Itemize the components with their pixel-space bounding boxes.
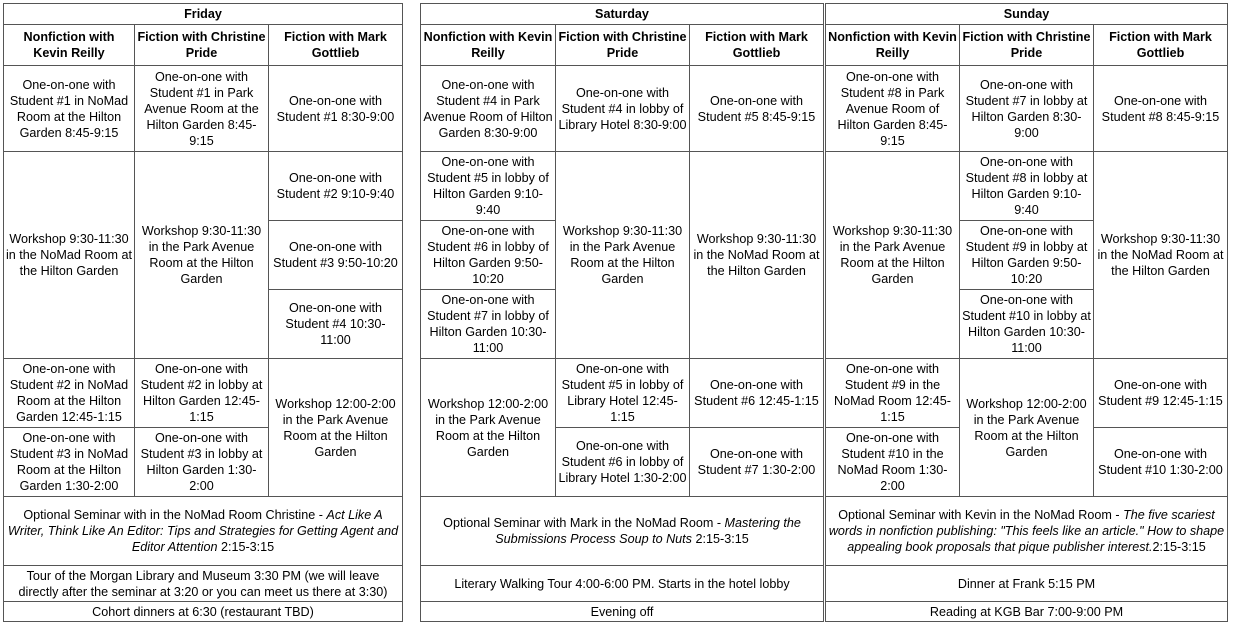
schedule-cell: One-on-one with Student #2 in lobby at Hilton Garden 12:45-1:15 <box>135 359 269 428</box>
schedule-cell: One-on-one with Student #1 in NoMad Room at the Hilton Garden 8:45-9:15 <box>4 66 135 152</box>
schedule-cell: One-on-one with Student #7 1:30-2:00 <box>690 428 824 497</box>
workshop-cell: Workshop 9:30-11:30 in the Park Avenue Room at the Hilton Garden <box>556 152 690 359</box>
friday-table <box>3 3 403 622</box>
seminar-cell <box>826 497 1228 566</box>
workshop-cell: Workshop 9:30-11:30 in the Park Avenue Room at the Hilton Garden <box>135 152 269 359</box>
sunday-schedule <box>825 3 1228 622</box>
workshop-cell: Workshop 12:00-2:00 in the Park Avenue Room at the Hilton Garden <box>421 359 556 497</box>
schedule-cell: One-on-one with Student #6 in lobby of Library Hotel 1:30-2:00 <box>556 428 690 497</box>
column-header-fiction-christine: Fiction with Christine Pride <box>135 25 269 66</box>
seminar-title: Mastering the Submissions Process Soup to Nuts <box>495 516 801 546</box>
saturday-schedule <box>420 3 824 622</box>
seminar-cell <box>4 497 403 566</box>
evening-cell: Reading at KGB Bar 7:00-9:00 PM <box>826 602 1228 622</box>
seminar-time: 2:15-3:15 <box>1152 540 1206 554</box>
column-header-fiction-christine: Fiction with Christine Pride <box>960 25 1094 66</box>
workshop-cell: Workshop 9:30-11:30 in the Park Avenue Room at the Hilton Garden <box>826 152 960 359</box>
schedule-cell: One-on-one with Student #4 10:30-11:00 <box>269 290 403 359</box>
seminar-time: 2:15-3:15 <box>217 540 275 554</box>
schedule-cell: One-on-one with Student #8 in Park Avenue Room of Hilton Garden 8:45-9:15 <box>826 66 960 152</box>
schedule-cell: One-on-one with Student #5 in lobby of Hilton Garden 9:10-9:40 <box>421 152 556 221</box>
schedule-cell: One-on-one with Student #1 8:30-9:00 <box>269 66 403 152</box>
friday-schedule <box>3 3 403 622</box>
schedule-cell: One-on-one with Student #9 in the NoMad Room 12:45-1:15 <box>826 359 960 428</box>
event-cell: Dinner at Frank 5:15 PM <box>826 566 1228 602</box>
day-header: Friday <box>4 4 403 25</box>
seminar-time: 2:15-3:15 <box>691 532 749 546</box>
evening-cell: Cohort dinners at 6:30 (restaurant TBD) <box>4 602 403 622</box>
column-header-nonfiction: Nonfiction with Kevin Reilly <box>421 25 556 66</box>
sunday-table <box>825 3 1228 622</box>
column-header-fiction-mark: Fiction with Mark Gottlieb <box>269 25 403 66</box>
schedule-cell: One-on-one with Student #4 in lobby of Library Hotel 8:30-9:00 <box>556 66 690 152</box>
schedule-cell: One-on-one with Student #9 in lobby at Hilton Garden 9:50-10:20 <box>960 221 1094 290</box>
seminar-lead: Optional Seminar with Kevin in the NoMad Room - <box>838 508 1124 522</box>
column-header-nonfiction: Nonfiction with Kevin Reilly <box>826 25 960 66</box>
column-header-fiction-mark: Fiction with Mark Gottlieb <box>1094 25 1228 66</box>
schedule-cell: One-on-one with Student #2 in NoMad Room at the Hilton Garden 12:45-1:15 <box>4 359 135 428</box>
schedule-cell: One-on-one with Student #9 12:45-1:15 <box>1094 359 1228 428</box>
schedule-cell: One-on-one with Student #3 in NoMad Room at the Hilton Garden 1:30-2:00 <box>4 428 135 497</box>
schedule-cell: One-on-one with Student #7 in lobby of Hilton Garden 10:30-11:00 <box>421 290 556 359</box>
workshop-cell: Workshop 9:30-11:30 in the NoMad Room at the Hilton Garden <box>4 152 135 359</box>
schedule-cell: One-on-one with Student #1 in Park Avenue Room at the Hilton Garden 8:45-9:15 <box>135 66 269 152</box>
seminar-title: The five scariest words in nonfiction publishing: "This feels like an article." How to shape appealing book proposals that pique publisher interest. <box>828 508 1225 554</box>
schedule-cell: One-on-one with Student #10 1:30-2:00 <box>1094 428 1228 497</box>
schedule-cell: One-on-one with Student #3 in lobby at Hilton Garden 1:30-2:00 <box>135 428 269 497</box>
schedule-cell: One-on-one with Student #2 9:10-9:40 <box>269 152 403 221</box>
column-header-fiction-christine: Fiction with Christine Pride <box>556 25 690 66</box>
workshop-cell: Workshop 12:00-2:00 in the Park Avenue Room at the Hilton Garden <box>269 359 403 497</box>
schedule-cell: One-on-one with Student #10 in the NoMad Room 1:30-2:00 <box>826 428 960 497</box>
column-header-nonfiction: Nonfiction with Kevin Reilly <box>4 25 135 66</box>
seminar-title: Act Like A Writer, Think Like An Editor: Tips and Strategies for Getting Agent and Editor Attention <box>7 508 399 554</box>
schedule-cell: One-on-one with Student #6 12:45-1:15 <box>690 359 824 428</box>
schedule-cell: One-on-one with Student #5 8:45-9:15 <box>690 66 824 152</box>
schedule-cell: One-on-one with Student #6 in lobby of Hilton Garden 9:50-10:20 <box>421 221 556 290</box>
event-cell: Tour of the Morgan Library and Museum 3:30 PM (we will leave directly after the seminar at 3:20 or you can meet us there at 3:30) <box>4 566 403 602</box>
workshop-cell: Workshop 9:30-11:30 in the NoMad Room at the Hilton Garden <box>1094 152 1228 359</box>
workshop-cell: Workshop 9:30-11:30 in the NoMad Room at the Hilton Garden <box>690 152 824 359</box>
schedule-cell: One-on-one with Student #7 in lobby at Hilton Garden 8:30-9:00 <box>960 66 1094 152</box>
workshop-cell: Workshop 12:00-2:00 in the Park Avenue Room at the Hilton Garden <box>960 359 1094 497</box>
schedule-cell: One-on-one with Student #4 in Park Avenue Room of Hilton Garden 8:30-9:00 <box>421 66 556 152</box>
seminar-lead: Optional Seminar with Mark in the NoMad Room - <box>443 516 725 530</box>
saturday-table <box>420 3 824 622</box>
schedule-cell: One-on-one with Student #5 in lobby of Library Hotel 12:45-1:15 <box>556 359 690 428</box>
seminar-lead: Optional Seminar with in the NoMad Room Christine - <box>23 508 327 522</box>
schedule-cell: One-on-one with Student #8 8:45-9:15 <box>1094 66 1228 152</box>
evening-cell: Evening off <box>421 602 824 622</box>
schedule-cell: One-on-one with Student #10 in lobby at Hilton Garden 10:30-11:00 <box>960 290 1094 359</box>
day-header: Saturday <box>421 4 824 25</box>
schedule-cell: One-on-one with Student #8 in lobby at Hilton Garden 9:10-9:40 <box>960 152 1094 221</box>
column-header-fiction-mark: Fiction with Mark Gottlieb <box>690 25 824 66</box>
day-header: Sunday <box>826 4 1228 25</box>
schedule-cell: One-on-one with Student #3 9:50-10:20 <box>269 221 403 290</box>
seminar-cell <box>421 497 824 566</box>
event-cell: Literary Walking Tour 4:00-6:00 PM. Starts in the hotel lobby <box>421 566 824 602</box>
